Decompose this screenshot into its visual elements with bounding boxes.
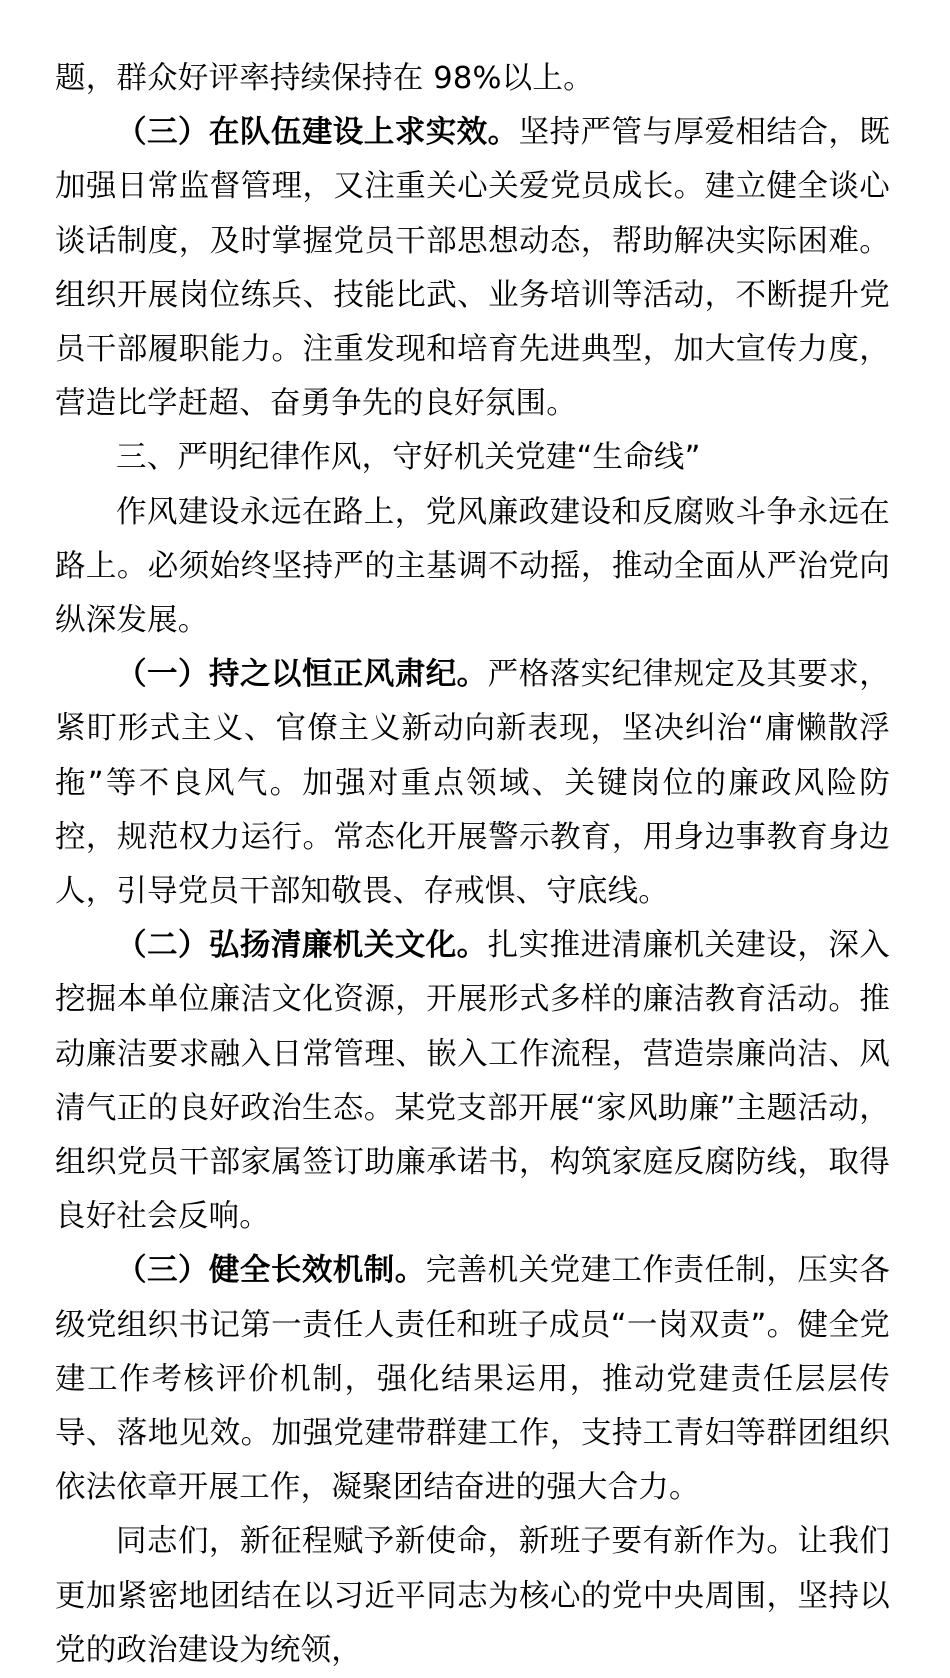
paragraph-discipline [55, 648, 890, 919]
section-three-heading: 三、严明纪律作风，守好机关党建“生命线” [116, 440, 701, 476]
section-three-intro-paragraph: 作风建设永远在路上，党风廉政建设和反腐败斗争永远在路上。必须始终坚持严的主基调不动摇，推动全面从严治党向纵深发展。 [55, 494, 890, 639]
paragraph-mechanism-lead: （三）健全长效机制。 [116, 1253, 426, 1289]
document-body [55, 52, 890, 1678]
paragraph-team-building [55, 106, 890, 431]
carryover-paragraph: 题，群众好评率持续保持在 98%以上。 [55, 61, 594, 96]
paragraph-culture-text: 扎实推进清廉机关建设，深入挖掘本单位廉洁文化资源，开展形式多样的廉洁教育活动。推动廉洁要求融入日常管理、嵌入工作流程，营造崇廉尚洁、风清气正的良好政治生态。某党支部开展“家风助廉”主题活动，组织党员干部家属签订助廉承诺书，构筑家庭反腐防线，取得良好社会反响。 [55, 928, 890, 1235]
paragraph-team-building-lead: （三）在队伍建设上求实效。 [116, 115, 519, 151]
paragraph-team-building-text: 坚持严管与厚爱相结合，既加强日常监督管理，又注重关心关爱党员成长。建立健全谈心谈话制度，及时掌握党员干部思想动态，帮助解决实际困难。组织开展岗位练兵、技能比武、业务培训等活动，不断提升党员干部履职能力。注重发现和培育先进典型，加大宣传力度，营造比学赶超、奋勇争先的良好氛围。 [55, 115, 890, 422]
paragraph-mechanism [55, 1244, 890, 1515]
paragraph-culture [55, 919, 890, 1244]
paragraph-discipline-lead: （一）持之以恒正风肃纪。 [116, 657, 488, 693]
paragraph-closing: 同志们，新征程赋予新使命，新班子要有新作为。让我们更加紧密地团结在以习近平同志为核心的党中央周围，坚持以党的政治建设为统领， [55, 1524, 890, 1668]
paragraph-culture-lead: （二）弘扬清廉机关文化。 [116, 928, 488, 964]
paragraph-discipline-text: 严格落实纪律规定及其要求，紧盯形式主义、官僚主义新动向新表现，坚决纠治“庸懒散浮拖”等不良风气。加强对重点领域、关键岗位的廉政风险防控，规范权力运行。常态化开展警示教育，用身边事教育身边人，引导党员干部知敬畏、存戒惧、守底线。 [55, 657, 890, 910]
paragraph-mechanism-text: 完善机关党建工作责任制，压实各级党组织书记第一责任人责任和班子成员“一岗双责”。健全党建工作考核评价机制，强化结果运用，推动党建责任层层传导、落地见效。加强党建带群建工作，支持工青妇等群团组织依法依章开展工作，凝聚团结奋进的强大合力。 [55, 1253, 891, 1506]
